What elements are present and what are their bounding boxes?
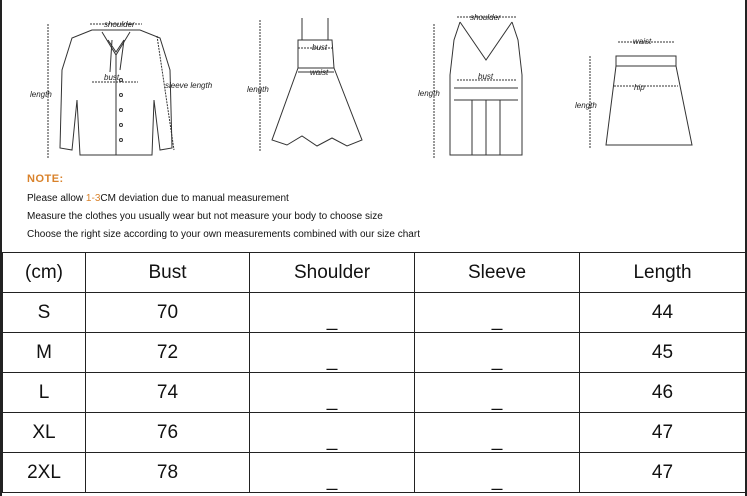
skirt-hip-label: hip: [634, 83, 645, 92]
size-cell: 2XL: [3, 453, 86, 493]
size-cell: M: [3, 333, 86, 373]
table-row: [3, 373, 746, 413]
size-table: [2, 252, 746, 493]
skirt-waist-label: waist: [633, 37, 652, 46]
header-unit: (cm): [3, 253, 86, 293]
header-length: Length: [580, 253, 746, 293]
length-cell: 45: [580, 333, 746, 373]
shoulder-value: _: [326, 349, 338, 371]
sleeve-cell: [415, 373, 580, 413]
length-cell: 44: [580, 293, 746, 333]
top-shoulder-label: shoulder: [470, 13, 501, 22]
shirt-shoulder-label: shoulder: [104, 20, 135, 29]
dress-length-label: length: [247, 85, 269, 94]
skirt-illustration: [590, 42, 692, 148]
note-line-choose: Choose the right size according to your own measurements combined with our size chart: [27, 229, 420, 240]
shirt-length-label: length: [30, 90, 52, 99]
size-cell: L: [3, 373, 86, 413]
bust-cell: 76: [86, 413, 250, 453]
sleeve-cell: [415, 293, 580, 333]
length-cell: 47: [580, 453, 746, 493]
measurement-guide: [2, 0, 745, 252]
shoulder-value: _: [326, 429, 338, 451]
size-cell: S: [3, 293, 86, 333]
shoulder-cell: [250, 293, 415, 333]
shoulder-value: _: [326, 309, 338, 331]
shoulder-cell: [250, 333, 415, 373]
bust-cell: 72: [86, 333, 250, 373]
sleeve-value: _: [491, 389, 503, 411]
note-line1-after: CM deviation due to manual measurement: [100, 193, 289, 204]
header-sleeve: Sleeve: [415, 253, 580, 293]
header-bust: Bust: [86, 253, 250, 293]
top-length-label: length: [418, 89, 440, 98]
sleeve-value: _: [491, 429, 503, 451]
top-bust-label: bust: [478, 72, 494, 81]
dress-illustration: [260, 18, 362, 152]
size-cell: XL: [3, 413, 86, 453]
sleeve-value: _: [491, 309, 503, 331]
shoulder-cell: [250, 413, 415, 453]
note-line1-highlight: 1-3: [85, 193, 101, 204]
notes-block: [27, 170, 420, 244]
dress-bust-label: bust: [312, 43, 328, 52]
shirt-sleeve-length-label: sleeve length: [165, 81, 213, 90]
shoulder-cell: [250, 373, 415, 413]
table-row: [3, 413, 746, 453]
note-line-deviation: [27, 190, 420, 208]
note-title: NOTE:: [27, 173, 64, 185]
shoulder-value: _: [326, 389, 338, 411]
table-header-row: [3, 253, 746, 293]
shirt-illustration: [48, 24, 174, 158]
note-line1-before: Please allow: [27, 193, 86, 204]
sleeve-cell: [415, 333, 580, 373]
garment-illustrations: [2, 0, 745, 170]
sleeve-value: _: [491, 349, 503, 371]
header-shoulder: Shoulder: [250, 253, 415, 293]
table-row: [3, 333, 746, 373]
sleeve-cell: [415, 453, 580, 493]
table-row: [3, 453, 746, 493]
sleeve-cell: [415, 413, 580, 453]
skirt-length-label: length: [575, 101, 597, 110]
bust-cell: 78: [86, 453, 250, 493]
dress-waist-label: waist: [310, 68, 329, 77]
note-line-measure: Measure the clothes you usually wear but not measure your body to choose size: [27, 211, 383, 222]
length-cell: 47: [580, 413, 746, 453]
shirt-bust-label: bust: [104, 73, 120, 82]
table-row: [3, 293, 746, 333]
length-cell: 46: [580, 373, 746, 413]
top-illustration: [434, 17, 522, 158]
shoulder-cell: [250, 453, 415, 493]
bust-cell: 70: [86, 293, 250, 333]
sleeve-value: _: [491, 469, 503, 491]
bust-cell: 74: [86, 373, 250, 413]
shoulder-value: _: [326, 469, 338, 491]
